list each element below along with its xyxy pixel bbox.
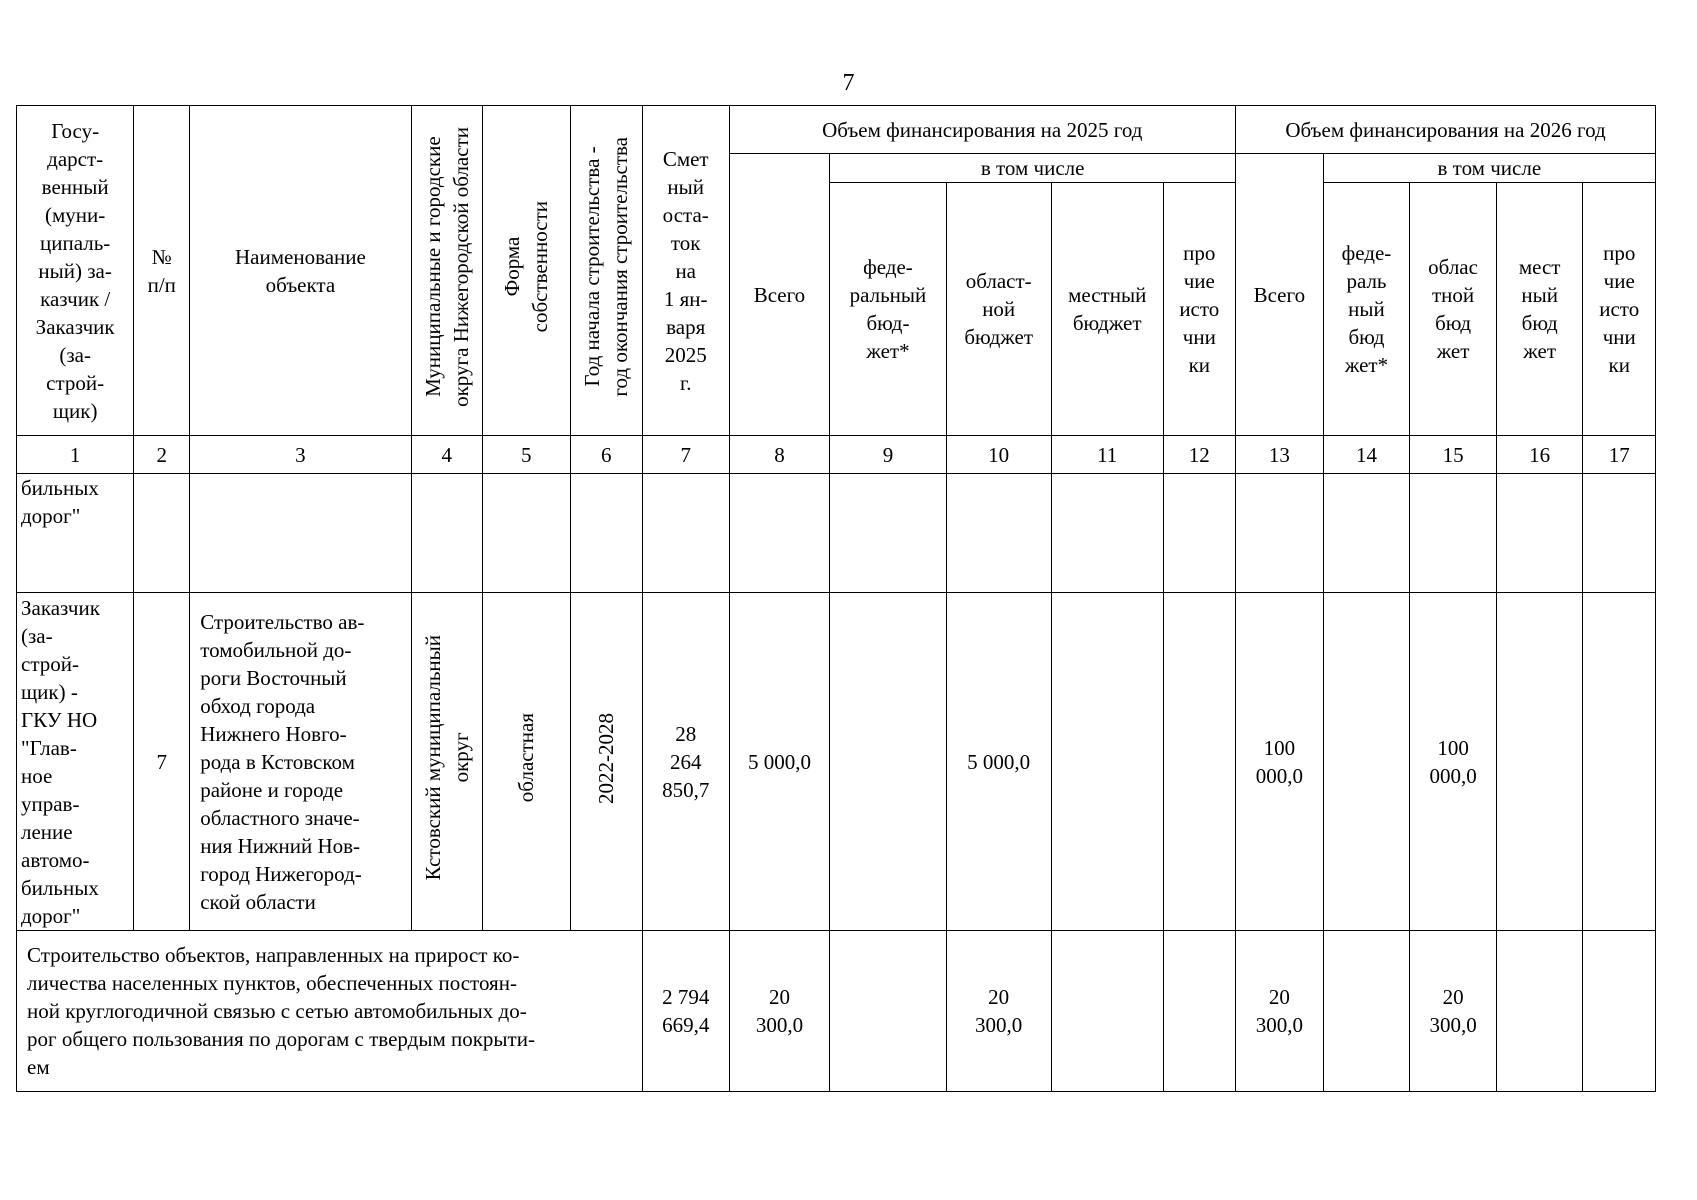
empty-cell: [1583, 593, 1656, 931]
summary-estimate: 2 794 669,4: [642, 931, 729, 1092]
header-including-2026: в том числе: [1323, 154, 1655, 183]
header-other-2025: про чие исто чни ки: [1163, 183, 1235, 436]
item7-years-cell: [570, 593, 642, 931]
item7-customer: Заказчик (за- строй- щик) - ГКУ НО "Глав- ное управ- ление автомо- бильных дорог": [17, 593, 134, 931]
header-object-name: Наименование объекта: [190, 106, 411, 436]
empty-cell: [1323, 931, 1410, 1092]
item7-ownership-cell: [482, 593, 570, 931]
continuation-customer: бильных дорог": [17, 474, 134, 593]
header-local-2026: мест ный бюд жет: [1496, 183, 1583, 436]
col-num: 17: [1583, 436, 1656, 474]
header-ownership: Форма собственности: [500, 201, 553, 333]
empty-cell: [830, 474, 946, 593]
item7-regional-2026: 100 000,0: [1410, 593, 1497, 931]
col-num: 2: [134, 436, 190, 474]
summary-regional-2026: 20 300,0: [1410, 931, 1497, 1092]
item7-total-2025: 5 000,0: [729, 593, 830, 931]
header-regional-2025: област- ной бюджет: [946, 183, 1051, 436]
item7-object-name: Строительство ав- томобильной до- роги Восточный обход города Нижнего Новго- рода в Кстовском районе и городе областного значе- ния Нижний Нов- город Нижегород- ской области: [190, 593, 411, 931]
col-num: 11: [1051, 436, 1163, 474]
table-row-item-7: [17, 593, 1656, 931]
header-ownership-cell: [482, 106, 570, 436]
empty-cell: [830, 593, 946, 931]
col-num: 9: [830, 436, 946, 474]
col-num: 15: [1410, 436, 1497, 474]
empty-cell: [1051, 593, 1163, 931]
empty-cell: [946, 474, 1051, 593]
empty-cell: [729, 474, 830, 593]
empty-cell: [134, 474, 190, 593]
empty-cell: [1583, 474, 1656, 593]
empty-cell: [482, 474, 570, 593]
col-num: 16: [1496, 436, 1583, 474]
empty-cell: [1051, 931, 1163, 1092]
header-including-2025: в том числе: [830, 154, 1236, 183]
col-num: 3: [190, 436, 411, 474]
item7-years: 2022-2028: [594, 712, 619, 804]
col-num: 10: [946, 436, 1051, 474]
table-row-summary: [17, 931, 1656, 1092]
header-other-2026: про чие исто чни ки: [1583, 183, 1656, 436]
header-years-cell: [570, 106, 642, 436]
item7-municipality: Кстовский муниципальный округ: [420, 635, 473, 881]
page-number: 7: [842, 70, 855, 96]
header-total-2026: Всего: [1235, 154, 1323, 436]
header-regional-2026: облас тной бюд жет: [1410, 183, 1497, 436]
summary-total-2026: 20 300,0: [1235, 931, 1323, 1092]
header-funding-2025: Объем финансирования на 2025 год: [729, 106, 1235, 154]
col-num: 5: [482, 436, 570, 474]
item7-municipality-cell: [411, 593, 482, 931]
empty-cell: [411, 474, 482, 593]
header-num: № п/п: [134, 106, 190, 436]
financing-table: [16, 105, 1656, 1092]
empty-cell: [1496, 474, 1583, 593]
empty-cell: [1496, 593, 1583, 931]
col-num: 12: [1163, 436, 1235, 474]
col-num: 4: [411, 436, 482, 474]
empty-cell: [1496, 931, 1583, 1092]
summary-label: Строительство объектов, направленных на прирост ко- личества населенных пунктов, обеспеченных постоян- ной круглогодичной связью с сетью автомобильных до- рог общего пользования по дорогам с твердым покрыти- ем: [17, 931, 643, 1092]
header-local-2025: местный бюджет: [1051, 183, 1163, 436]
empty-cell: [1163, 931, 1235, 1092]
empty-cell: [1163, 474, 1235, 593]
header-estimate: Смет ный оста- ток на 1 ян- варя 2025 г.: [642, 106, 729, 436]
column-numbers-row: [17, 436, 1656, 474]
col-num: 14: [1323, 436, 1410, 474]
col-num: 8: [729, 436, 830, 474]
empty-cell: [1583, 931, 1656, 1092]
col-num: 13: [1235, 436, 1323, 474]
header-customer: Госу- дарст- венный (муни- ципаль- ный) за- казчик / Заказчик (за- строй- щик): [17, 106, 134, 436]
item7-regional-2025: 5 000,0: [946, 593, 1051, 931]
header-row-1: [17, 106, 1656, 154]
header-federal-2026: феде- раль ный бюд жет*: [1323, 183, 1410, 436]
col-num: 1: [17, 436, 134, 474]
empty-cell: [190, 474, 411, 593]
item7-num: 7: [134, 593, 190, 931]
item7-total-2026: 100 000,0: [1235, 593, 1323, 931]
col-num: 6: [570, 436, 642, 474]
item7-ownership: областная: [514, 713, 539, 803]
header-funding-2026: Объем финансирования на 2026 год: [1235, 106, 1655, 154]
empty-cell: [1410, 474, 1497, 593]
empty-cell: [570, 474, 642, 593]
header-municipality: Муниципальные и городские округа Нижегородской области: [420, 127, 473, 407]
header-municipality-cell: [411, 106, 482, 436]
empty-cell: [1051, 474, 1163, 593]
summary-regional-2025: 20 300,0: [946, 931, 1051, 1092]
item7-estimate: 28 264 850,7: [642, 593, 729, 931]
header-years: Год начала строительства - год окончания строительства: [580, 137, 633, 397]
col-num: 7: [642, 436, 729, 474]
empty-cell: [830, 931, 946, 1092]
empty-cell: [1323, 593, 1410, 931]
header-federal-2025: феде- ральный бюд- жет*: [830, 183, 946, 436]
summary-total-2025: 20 300,0: [729, 931, 830, 1092]
empty-cell: [642, 474, 729, 593]
header-total-2025: Всего: [729, 154, 830, 436]
table-row-continuation: [17, 474, 1656, 593]
empty-cell: [1235, 474, 1323, 593]
empty-cell: [1163, 593, 1235, 931]
empty-cell: [1323, 474, 1410, 593]
